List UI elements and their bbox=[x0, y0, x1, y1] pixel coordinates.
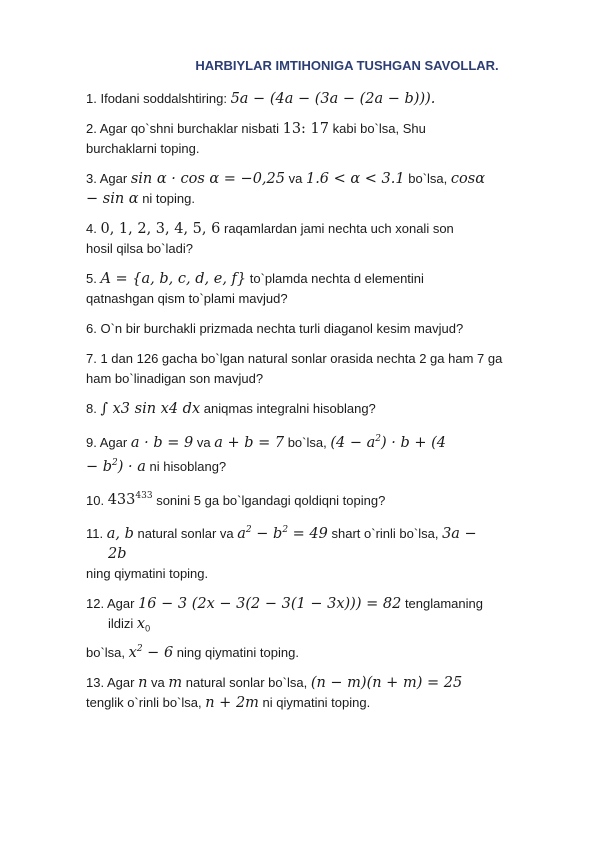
question-number: 13. bbox=[86, 674, 105, 690]
question-text: va bbox=[288, 171, 303, 186]
math-variable: x bbox=[136, 616, 146, 633]
question-text: tenglamaning bbox=[404, 596, 483, 612]
question-text: sonini 5 ga bo`lgandagi qoldiqni toping? bbox=[156, 492, 386, 508]
question-text: raqamlardan jami nechta uch xonali son bbox=[223, 221, 454, 236]
math-expression: m bbox=[168, 674, 183, 691]
question-text: ni qiymatini toping. bbox=[262, 694, 371, 710]
math-part: x bbox=[128, 644, 137, 661]
question-4 bbox=[86, 219, 546, 259]
question-number: 6. bbox=[86, 321, 97, 336]
math-part: − 6 bbox=[142, 644, 174, 661]
math-expression: n bbox=[138, 674, 148, 691]
question-9 bbox=[86, 429, 546, 477]
subscript: 0 bbox=[145, 623, 151, 634]
question-text: Agar bbox=[99, 434, 128, 450]
question-text: kabi bo`lsa, Shu bbox=[332, 121, 426, 136]
question-number: 7. bbox=[86, 351, 97, 366]
question-text-line2: ham bo`linadigan son mavjud? bbox=[86, 371, 264, 386]
math-part: (4 − a bbox=[330, 434, 376, 451]
math-part: − b bbox=[251, 526, 283, 543]
question-text-line2 bbox=[86, 614, 150, 639]
question-text: natural sonlar bo`lsa, bbox=[185, 674, 308, 690]
math-expression: (n − m)(n + m) = 25 bbox=[310, 674, 463, 691]
question-5 bbox=[86, 269, 546, 309]
math-expression: 1.6 < α < 3.1 bbox=[305, 171, 405, 187]
question-text: natural sonlar va bbox=[137, 526, 234, 542]
question-text: to`plamda nechta d elementini bbox=[249, 271, 424, 286]
math-part: 433 bbox=[107, 492, 136, 509]
question-number: 10. bbox=[86, 492, 105, 508]
question-number: 4. bbox=[86, 221, 97, 236]
math-expression: a + b = 7 bbox=[214, 434, 285, 451]
math-expression: a · b = 9 bbox=[130, 434, 194, 451]
exponent: 433 bbox=[135, 491, 153, 502]
math-expression: 2b bbox=[108, 546, 127, 563]
question-text-line2: qatnashgan qism to`plami mavjud? bbox=[86, 291, 288, 306]
question-text: Ifodani soddalshtiring: bbox=[100, 91, 227, 106]
question-text: 1 dan 126 gacha bo`lgan natural sonlar orasida nechta 2 ga ham 7 ga bbox=[100, 351, 503, 366]
question-2 bbox=[86, 119, 546, 159]
question-text: shart o`rinli bo`lsa, bbox=[331, 526, 439, 542]
question-text: ni toping. bbox=[142, 191, 195, 206]
question-13 bbox=[86, 673, 546, 713]
question-11 bbox=[86, 520, 546, 584]
exponent: 2 bbox=[112, 457, 118, 468]
math-expression: a, b bbox=[106, 526, 134, 543]
math-part: ) · a bbox=[117, 458, 146, 475]
math-expression bbox=[129, 645, 174, 661]
math-expression bbox=[330, 435, 446, 451]
question-text: ni hisoblang? bbox=[149, 458, 227, 474]
math-expression bbox=[237, 526, 328, 542]
question-text-line2: burchaklarni toping. bbox=[86, 141, 200, 156]
math-expression: 3a − bbox=[442, 526, 477, 543]
exponent: 2 bbox=[245, 525, 252, 536]
question-text: O`n bir burchakli prizmada nechta turli diaganol kesim mavjud? bbox=[100, 321, 464, 336]
math-expression bbox=[108, 492, 153, 508]
math-expression: sin α · cos α = −0,25 bbox=[130, 171, 285, 187]
question-text: Agar bbox=[106, 596, 135, 612]
math-expression: 0, 1, 2, 3, 4, 5, 6 bbox=[100, 221, 221, 237]
exponent: 2 bbox=[282, 525, 289, 536]
question-3 bbox=[86, 169, 546, 209]
question-number: 8. bbox=[86, 401, 97, 416]
question-text: aniqmas integralni hisoblang? bbox=[203, 401, 376, 416]
question-number: 2. bbox=[86, 121, 97, 136]
question-8 bbox=[86, 399, 546, 419]
question-number: 1. bbox=[86, 91, 97, 106]
math-part: a bbox=[237, 526, 246, 543]
question-number: 5. bbox=[86, 271, 97, 286]
question-text: va bbox=[151, 674, 165, 690]
question-text: tenglik o`rinli bo`lsa, bbox=[86, 694, 202, 710]
question-12 bbox=[86, 594, 546, 662]
question-text: bo`lsa, bbox=[408, 171, 448, 186]
math-expression: n + 2m bbox=[205, 694, 259, 711]
math-expression bbox=[86, 459, 146, 475]
question-number: 9. bbox=[86, 434, 97, 450]
question-text: ildizi bbox=[108, 616, 134, 632]
question-text: Agar qo`shni burchaklar nisbati bbox=[99, 121, 279, 136]
math-expression: 5a − (4a − (3a − (2a − b))). bbox=[230, 91, 436, 107]
question-text-line2: hosil qilsa bo`ladi? bbox=[86, 241, 193, 256]
question-text: ning qiymatini toping. bbox=[176, 644, 299, 660]
math-part: − b bbox=[86, 458, 113, 475]
math-expression: cosα bbox=[450, 171, 485, 187]
question-number: 12. bbox=[86, 596, 105, 612]
question-1 bbox=[86, 89, 546, 109]
math-expression: 16 − 3 (2x − 3(2 − 3(1 − 3x))) = 82 bbox=[138, 596, 402, 613]
question-text: Agar bbox=[99, 171, 128, 186]
math-expression: − sin α bbox=[86, 191, 139, 207]
question-10 bbox=[86, 487, 546, 511]
question-text: Agar bbox=[106, 674, 135, 690]
question-text-line3: ning qiymatini toping. bbox=[86, 566, 209, 582]
question-text: bo`lsa, bbox=[287, 434, 327, 450]
question-7 bbox=[86, 349, 546, 389]
math-expression: ∫ x3 sin x4 dx bbox=[100, 401, 201, 417]
question-text: bo`lsa, bbox=[86, 644, 126, 660]
math-part: = 49 bbox=[288, 526, 328, 543]
page-title: HARBIYLAR IMTIHONIGA TUSHGAN SAVOLLAR. bbox=[195, 58, 499, 73]
math-part: ) · b + (4 bbox=[381, 434, 447, 451]
math-expression: 13: 17 bbox=[282, 121, 329, 137]
question-number: 3. bbox=[86, 171, 97, 186]
math-expression: A = {a, b, c, d, e, f} bbox=[100, 271, 247, 287]
question-text: va bbox=[196, 434, 211, 450]
exponent: 2 bbox=[375, 434, 381, 444]
exponent: 2 bbox=[136, 643, 143, 654]
question-number: 11. bbox=[86, 526, 104, 542]
question-6 bbox=[86, 319, 546, 339]
